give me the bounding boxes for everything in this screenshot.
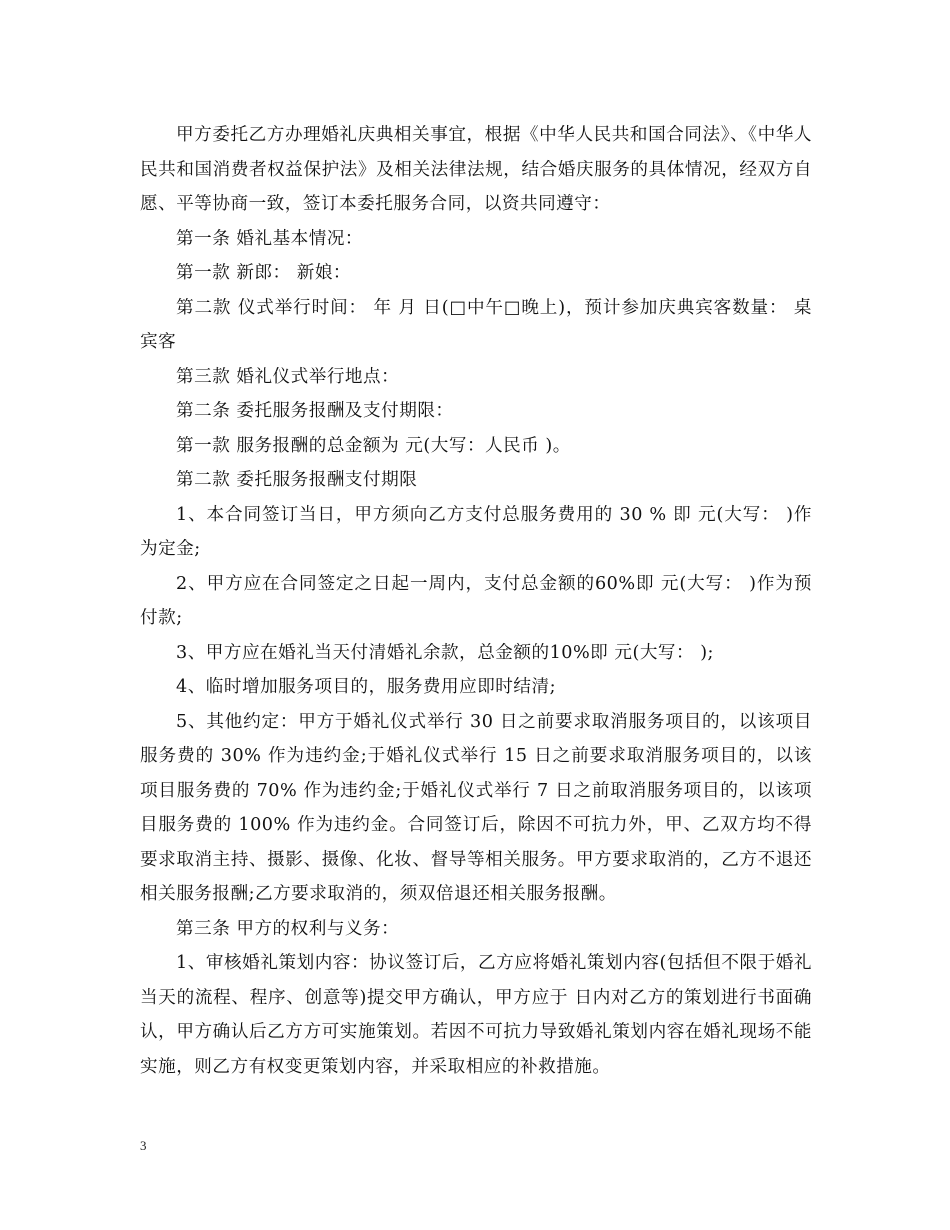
clause-payment-terms: 第二款 委托服务报酬支付期限 bbox=[176, 470, 418, 490]
article-2-heading: 第二条 委托服务报酬及支付期限： bbox=[176, 401, 454, 421]
payment-item-advance: 2、甲方应在合同签定之日起一周内，支付总金额的60%即 元(大写： )作为预付款; bbox=[140, 573, 812, 628]
payment-item-additional: 4、临时增加服务项目的，服务费用应即时结清; bbox=[176, 677, 556, 697]
document-body bbox=[140, 118, 812, 1084]
clause-groom-bride: 第一款 新郎： 新娘： bbox=[176, 263, 352, 283]
intro-paragraph: 甲方委托乙方办理婚礼庆典相关事宜，根据《中华人民共和国合同法》、《中华人民共和国消费者权益保护法》及相关法律法规，结合婚庆服务的具体情况，经双方自愿、平等协商一致，签订本委托服务合同，以资共同遵守： bbox=[140, 125, 812, 214]
payment-item-deposit: 1、本合同签订当日，甲方须向乙方支付总服务费用的 30 % 即 元(大写： )作为定金; bbox=[140, 504, 812, 559]
page-number: 3 bbox=[140, 1138, 147, 1153]
payment-item-other: 5、其他约定：甲方于婚礼仪式举行 30 日之前要求取消服务项目的，以该项目服务费的 30% 作为违约金;于婚礼仪式举行 15 日之前要求取消服务项目的，以该项目服务费的 70% 作为违约金;于婚礼仪式举行 7 日之前取消服务项目的，以该项目服务费的 100% 作为违约金。合同签订后，除因不可抗力外，甲、乙双方均不得要求取消主持、摄影、摄像、化妆、督导等相关服务。甲方要求取消的，乙方不退还相关服务报酬;乙方要求取消的，须双倍退还相关服务报酬。 bbox=[140, 711, 812, 904]
article-3-heading: 第三条 甲方的权利与义务： bbox=[176, 918, 400, 939]
article-1-heading: 第一条 婚礼基本情况： bbox=[176, 228, 364, 249]
clause-ceremony-time: 第二款 仪式举行时间： 年 月 日(□中午□晚上)，预计参加庆典宾客数量： 桌宾客 bbox=[140, 297, 812, 352]
party-a-review-clause: 1、审核婚礼策划内容：协议签订后，乙方应将婚礼策划内容(包括但不限于婚礼当天的流程、程序、创意等)提交甲方确认，甲方应于 日内对乙方的策划进行书面确认，甲方确认后乙方方可实施策划。若因不可抗力导致婚礼策划内容在婚礼现场不能实施，则乙方有权变更策划内容，并采取相应的补救措施。 bbox=[140, 953, 812, 1077]
clause-ceremony-location: 第三款 婚礼仪式举行地点： bbox=[176, 366, 400, 387]
clause-total-fee: 第一款 服务报酬的总金额为 元(大写：人民币 )。 bbox=[176, 435, 571, 456]
payment-item-balance: 3、甲方应在婚礼当天付清婚礼余款，总金额的10%即 元(大写： ); bbox=[176, 642, 714, 663]
